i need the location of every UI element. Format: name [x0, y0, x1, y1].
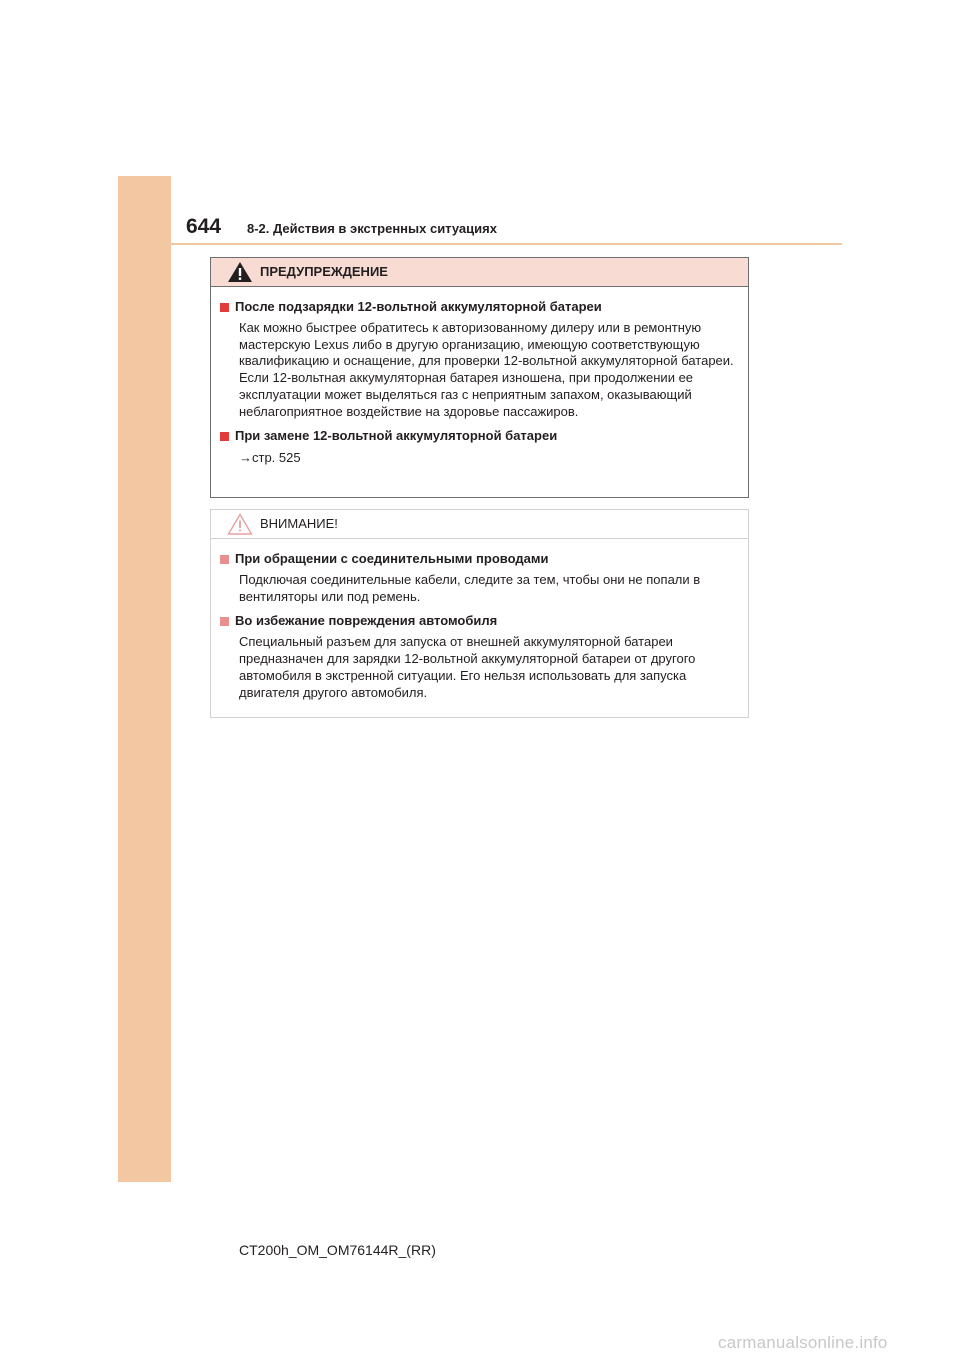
warning-box — [210, 257, 749, 498]
warning-item-heading: При замене 12-вольтной аккумуляторной батареи — [220, 428, 739, 444]
caution-box-body — [211, 539, 748, 701]
square-bullet-icon — [220, 432, 229, 441]
caution-box — [210, 509, 749, 718]
header-divider — [171, 243, 842, 245]
document-id: CT200h_OM_OM76144R_(RR) — [239, 1242, 436, 1258]
warning-paragraph: Как можно быстрее обратитесь к авторизованному дилеру или в ремонтную мастерскую Lexus либо в другую организацию, имеющую соответствующую квалификацию и оснащение, для проверки 12-вольтной аккумуляторной батареи. — [239, 320, 734, 369]
page-number: 644 — [186, 215, 222, 238]
caution-item-heading: При обращении с соединительными проводами — [220, 551, 739, 567]
caution-box-header — [211, 510, 748, 539]
square-bullet-icon — [220, 555, 229, 564]
warning-triangle-icon — [227, 261, 253, 283]
warning-box-header — [211, 258, 748, 287]
caution-item-heading: Во избежание повреждения автомобиля — [220, 613, 739, 629]
caution-label: ВНИМАНИЕ! — [260, 516, 338, 531]
page-reference-link[interactable]: →стр. 525 — [239, 450, 301, 466]
warning-paragraph: Если 12-вольтная аккумуляторная батарея изношена, при продолжении ее эксплуатации может выделяться газ с неприятным запахом, оказывающий неблагоприятное воздействие на здоровье пассажиров. — [239, 370, 694, 419]
warning-item-heading: После подзарядки 12-вольтной аккумуляторной батареи — [220, 299, 739, 315]
watermark: carmanualsonline.info — [718, 1333, 888, 1352]
section-title: 8-2. Действия в экстренных ситуациях — [247, 221, 497, 236]
square-bullet-icon — [220, 617, 229, 626]
side-color-band — [118, 176, 171, 1182]
warning-label: ПРЕДУПРЕЖДЕНИЕ — [260, 264, 388, 279]
caution-triangle-icon — [227, 513, 253, 535]
warning-box-body — [211, 287, 748, 466]
square-bullet-icon — [220, 303, 229, 312]
caution-paragraph: Специальный разъем для запуска от внешней аккумуляторной батареи предназначен для зарядки 12-вольтной аккумуляторной батареи от другого автомобиля в экстренной ситуации. Его нельзя использовать для запуска двигателя другого автомобиля. — [239, 634, 696, 700]
caution-paragraph: Подключая соединительные кабели, следите за тем, чтобы они не попали в вентиляторы или под ремень. — [239, 572, 701, 604]
